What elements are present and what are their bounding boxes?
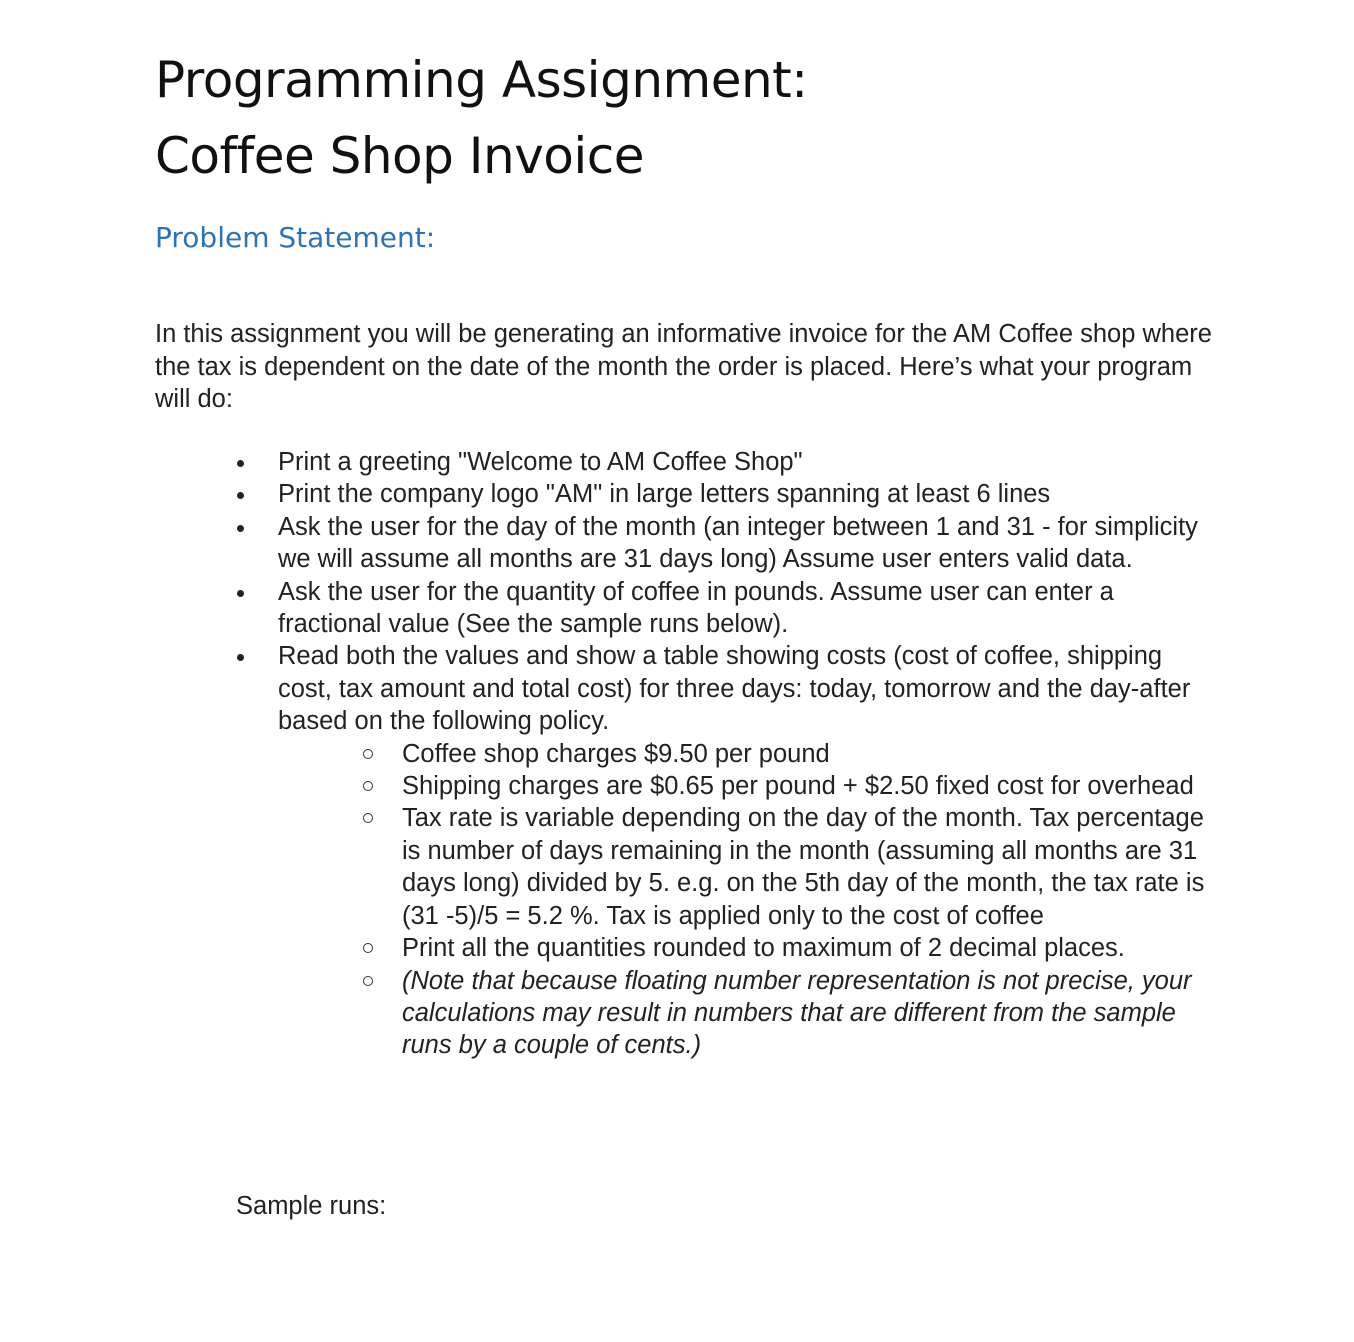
hollow-bullet-icon — [363, 781, 373, 791]
policy-sublist — [402, 738, 1212, 1062]
bullet-icon — [237, 525, 244, 532]
list-item — [278, 576, 1218, 641]
page-title — [155, 42, 808, 194]
sub-list-item-text: Print all the quantities rounded to maximum of 2 decimal places. — [402, 934, 1125, 963]
list-item — [278, 446, 1218, 478]
sub-list-item — [402, 738, 1212, 770]
sub-list-item-text: Coffee shop charges $9.50 per pound — [402, 739, 830, 768]
list-item — [278, 511, 1218, 576]
sample-runs-label: Sample runs: — [236, 1192, 387, 1220]
list-item-text: Ask the user for the quantity of coffee in pounds. Assume user can enter a fractional value (See the sample runs below). — [278, 577, 1114, 639]
sub-list-item — [402, 932, 1212, 964]
hollow-bullet-icon — [363, 976, 373, 986]
hollow-bullet-icon — [363, 943, 373, 953]
intro-paragraph: In this assignment you will be generating an informative invoice for the AM Coffee shop where the tax is dependent on the date of the month the order is placed. Here’s what your program will do: — [155, 320, 1212, 413]
list-item-text: Print a greeting "Welcome to AM Coffee Shop" — [278, 448, 803, 476]
title-line-1: Programming Assignment: — [155, 51, 808, 109]
hollow-bullet-icon — [363, 813, 373, 823]
requirements-list — [278, 446, 1218, 1062]
section-heading: Problem Statement: — [155, 221, 436, 254]
bullet-icon — [237, 460, 244, 467]
sub-list-item — [402, 770, 1212, 802]
bullet-icon — [237, 492, 244, 499]
title-line-2: Coffee Shop Invoice — [155, 127, 645, 185]
bullet-icon — [237, 590, 244, 597]
list-item-text: Print the company logo "AM" in large letters spanning at least 6 lines — [278, 480, 1051, 509]
note-text: (Note that because floating number representation is not precise, your calculations may result in numbers that are different from the sample runs by a couple of cents.) — [402, 966, 1192, 1060]
list-item-text: Read both the values and show a table showing costs (cost of coffee, shipping cost, tax amount and total cost) for three days: today, tomorrow and the day-after based on the following policy. — [278, 642, 1191, 736]
hollow-bullet-icon — [363, 749, 373, 759]
list-item — [278, 478, 1218, 510]
list-item-text: Ask the user for the day of the month (an integer between 1 and 31 - for simplicity we will assume all months are 31 days long) Assume user enters valid data. — [278, 512, 1198, 574]
sub-list-item-text: Tax rate is variable depending on the day of the month. Tax percentage is number of days remaining in the month (assuming all months are 31 days long) divided by 5. e.g. on the 5th day of the month, the tax rate is (31 -5)/5 = 5.2 %. Tax is applied only to the cost of coffee — [402, 804, 1205, 930]
sub-list-item — [402, 802, 1212, 932]
sub-list-item — [402, 965, 1212, 1062]
sub-list-item-text: Shipping charges are $0.65 per pound + $2.50 fixed cost for overhead — [402, 772, 1194, 801]
bullet-icon — [237, 654, 244, 661]
list-item — [278, 640, 1218, 1061]
